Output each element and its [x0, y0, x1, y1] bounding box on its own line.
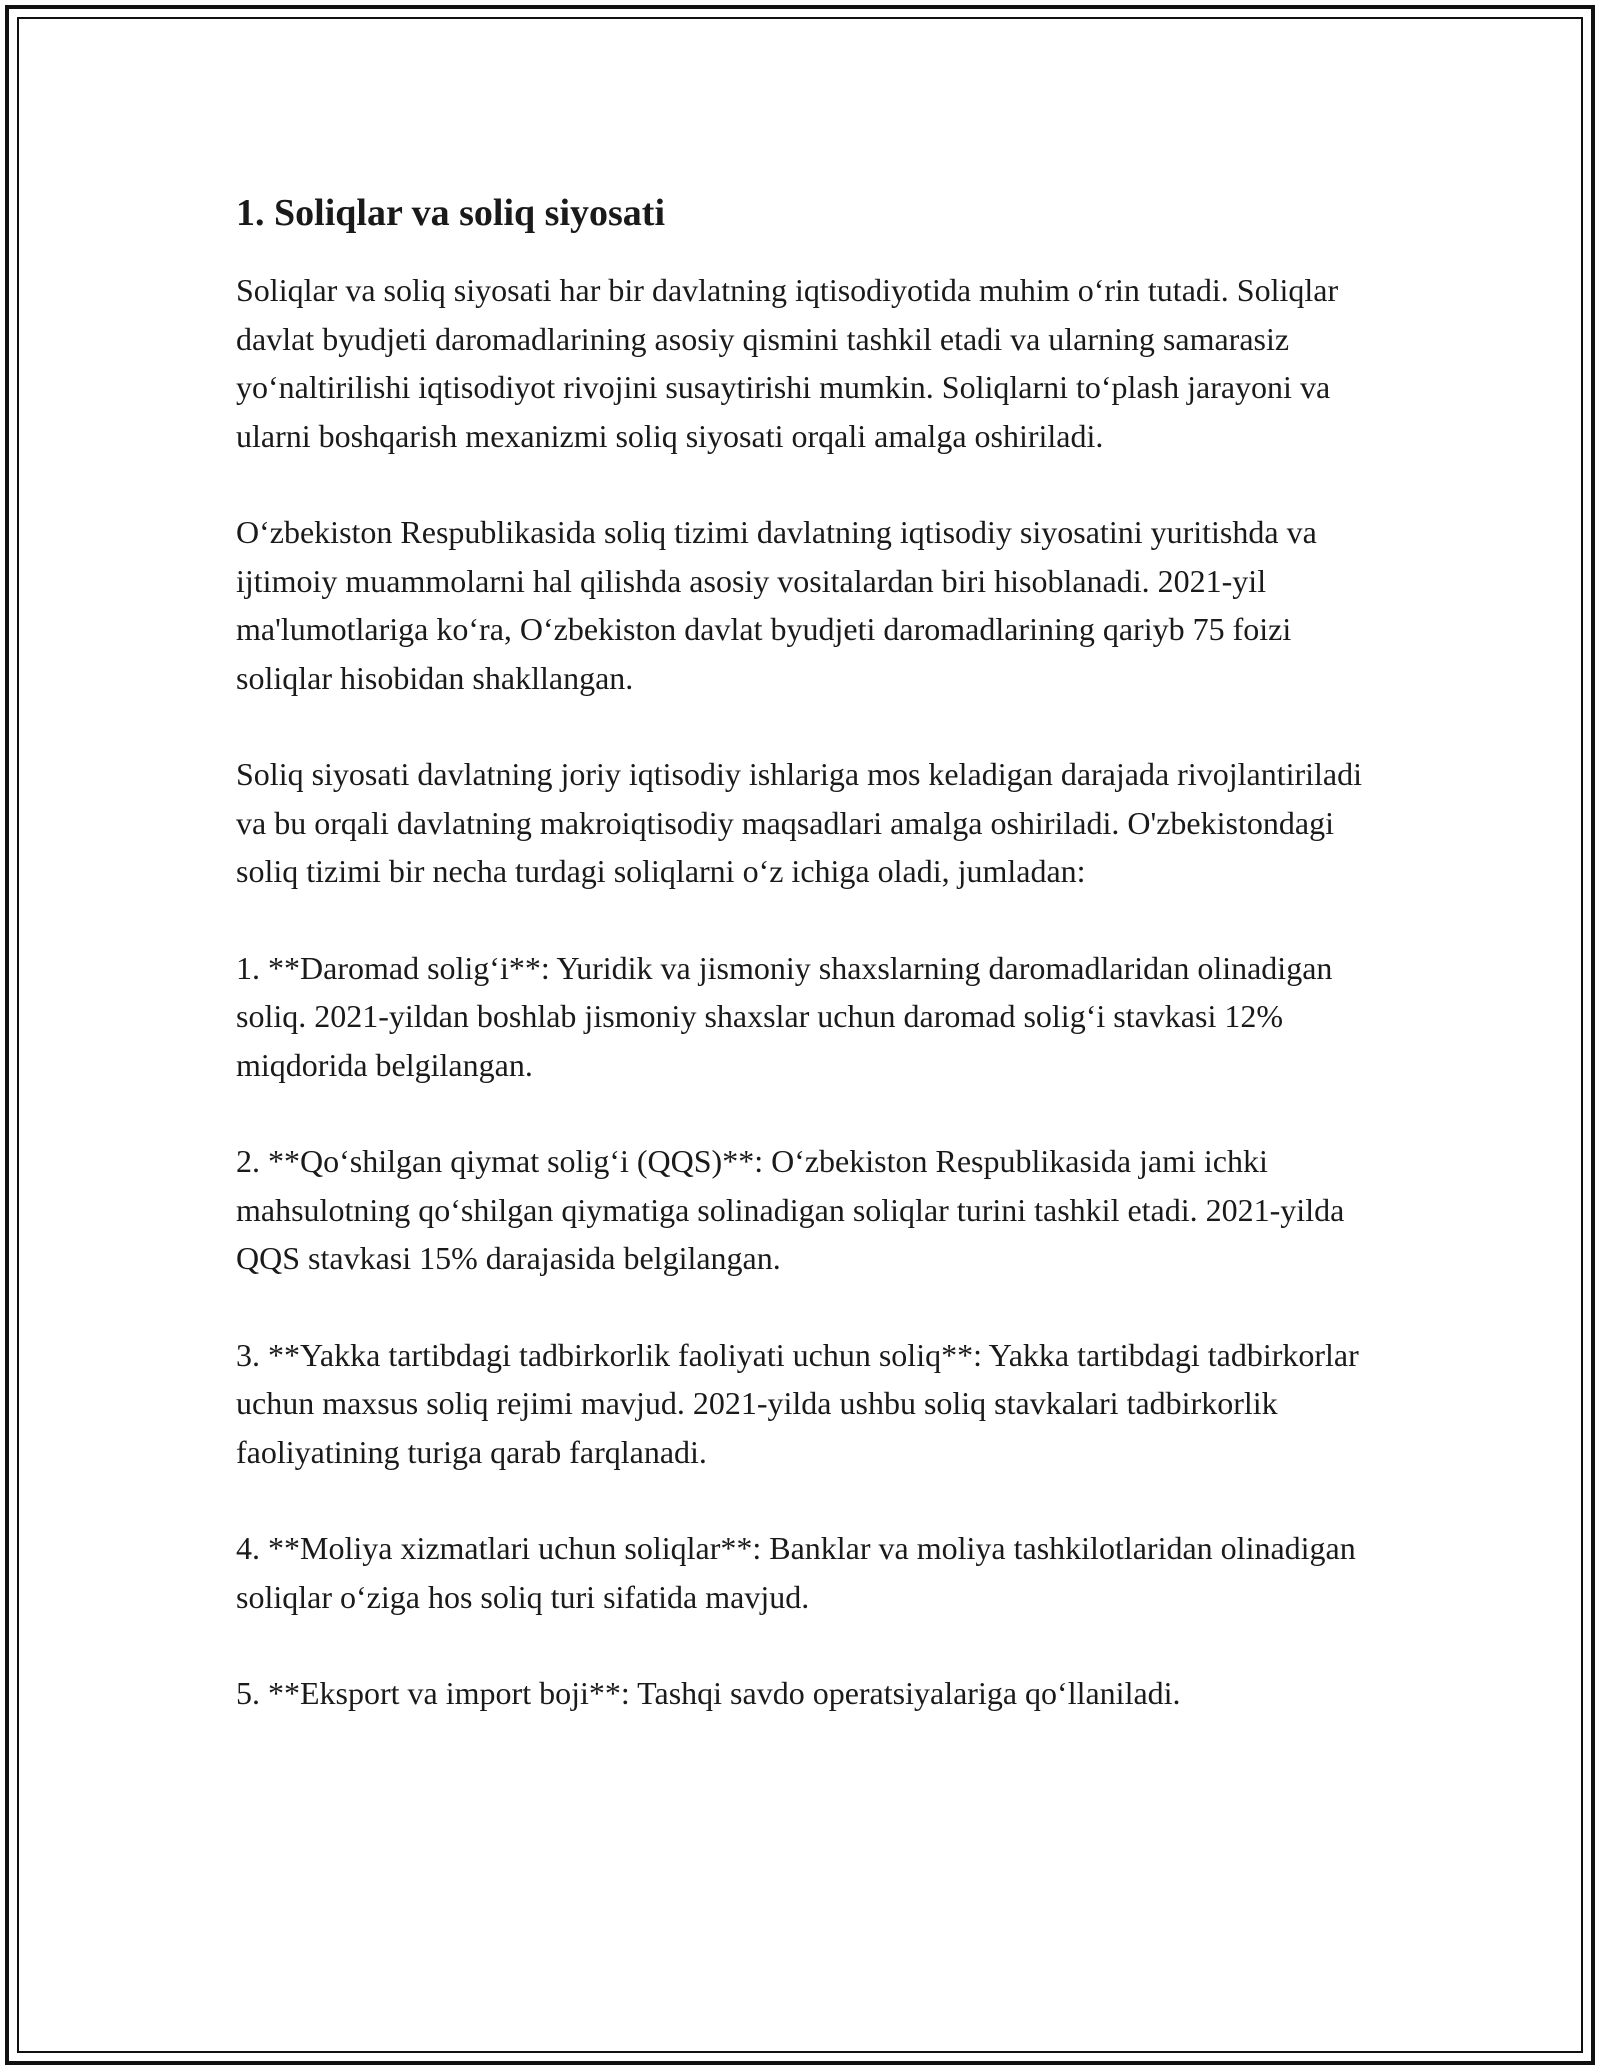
list-item-financial-services-tax: 4. **Moliya xizmatlari uchun soliqlar**: Banklar va moliya tashkilotlaridan olinadigan soliqlar o‘ziga hos soliq turi sifatida mavjud.: [236, 1530, 1356, 1615]
list-item-entrepreneur-tax: 3. **Yakka tartibdagi tadbirkorlik faoliyati uchun soliq**: Yakka tartibdagi tadbirkorlar uchun maxsus soliq rejimi mavjud. 2021-yilda ushbu soliq stavkalari tadbirkorlik faoliyatining turiga qarab farqlanadi.: [236, 1336, 1359, 1470]
list-item-export-import-duty: 5. **Eksport va import boji**: Tashqi savdo operatsiyalariga qo‘llaniladi.: [236, 1675, 1181, 1711]
paragraph-intro: Soliqlar va soliq siyosati har bir davlatning iqtisodiyotida muhim o‘rin tutadi. Soliqlar davlat byudjeti daromadlarining asosiy qismini tashkil etadi va ularning samarasiz yo‘naltirilishi iqtisodiyot rivojini susaytirishi mumkin. Soliqlarni to‘plash jarayoni va ularni boshqarish mexanizmi soliq siyosati orqali amalga oshiriladi.: [236, 272, 1339, 454]
paragraph-uzbekistan-tax-system: O‘zbekiston Respublikasida soliq tizimi davlatning iqtisodiy siyosatini yuritishda va ijtimoiy muammolarni hal qilishda asosiy vositalardan biri hisoblanadi. 2021-yil ma'lumotlariga ko‘ra, O‘zbekiston davlat byudjeti daromadlarining qariyb 75 foizi soliqlar hisobidan shakllangan.: [236, 514, 1317, 696]
paragraph-tax-policy: Soliq siyosati davlatning joriy iqtisodiy ishlariga mos keladigan darajada rivojlantiriladi va bu orqali davlatning makroiqtisodiy maqsadlari amalga oshiriladi. O'zbekistondagi soliq tizimi bir necha turdagi soliqlarni o‘z ichiga oladi, jumladan:: [236, 756, 1363, 889]
list-item-income-tax: 1. **Daromad solig‘i**: Yuridik va jismoniy shaxslarning daromadlaridan olinadigan soliq. 2021-yildan boshlab jismoniy shaxslar uchun daromad solig‘i stavkasi 12% miqdorida belgilangan.: [236, 949, 1333, 1083]
section-heading: 1. Soliqlar va soliq siyosati: [236, 192, 666, 234]
document-body: [236, 188, 1376, 1766]
list-item-vat: 2. **Qo‘shilgan qiymat solig‘i (QQS)**: O‘zbekiston Respublikasida jami ichki mahsulotning qo‘shilgan qiymatiga solinadigan soliqlar turini tashkil etadi. 2021-yilda QQS stavkasi 15% darajasida belgilangan.: [236, 1143, 1345, 1276]
